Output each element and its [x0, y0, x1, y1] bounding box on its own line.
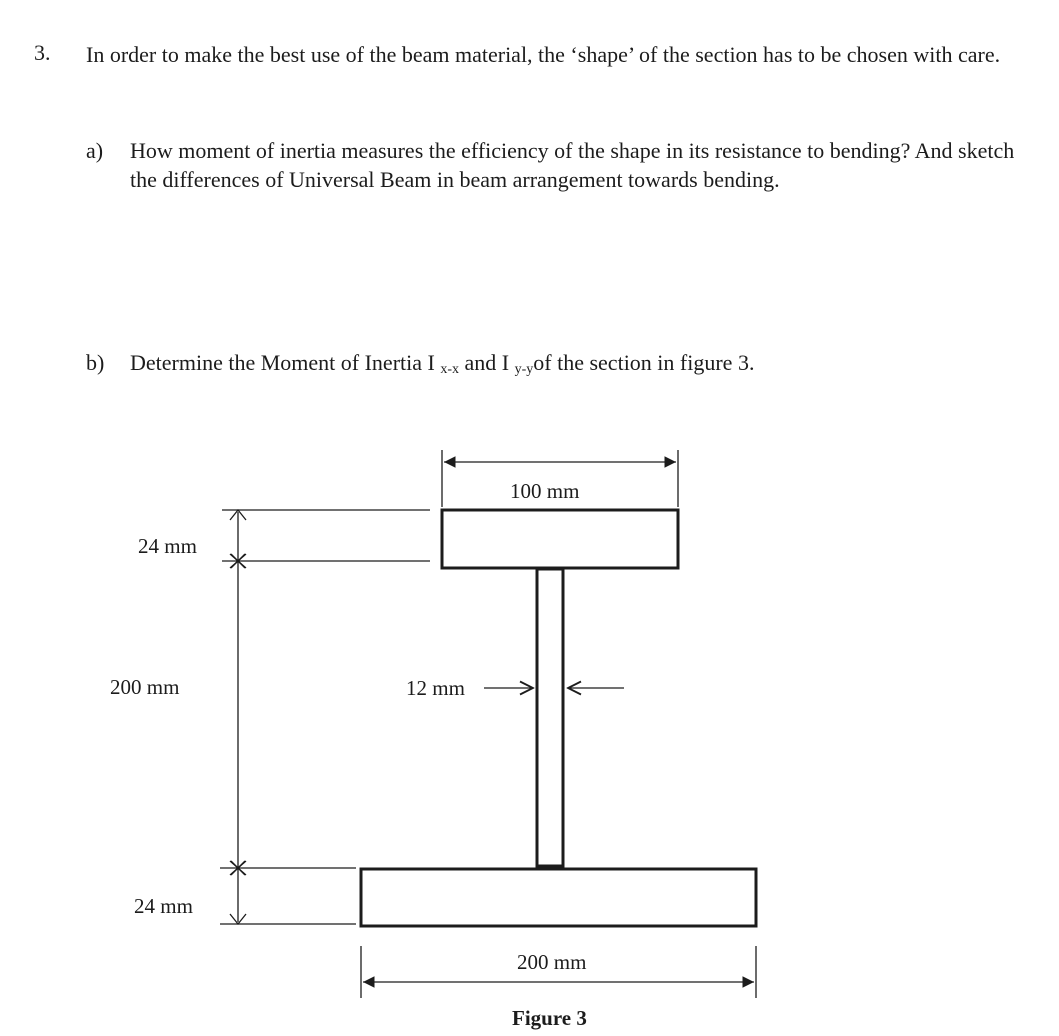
- bottom-flange: [361, 869, 756, 926]
- bottom-flange-width-label: 200 mm: [517, 950, 587, 974]
- question-number: 3.: [34, 40, 51, 65]
- web-height-label: 200 mm: [110, 675, 180, 699]
- web-thickness-label: 12 mm: [406, 676, 465, 700]
- part-b-sub-y: y-y: [514, 362, 534, 377]
- question-text: In order to make the best use of the beam material, the ‘shape’ of the section has to be chosen with care.: [86, 42, 1001, 67]
- bottom-flange-thickness-label: 24 mm: [134, 894, 193, 918]
- part-b-label: b): [86, 350, 105, 375]
- part-b-text-before: Determine the Moment of Inertia I: [130, 350, 435, 375]
- top-flange: [442, 510, 678, 568]
- part-b-text-mid: and I: [464, 350, 510, 375]
- part-b-text-after: of the section in figure 3.: [533, 350, 755, 375]
- part-a-label: a): [86, 138, 104, 163]
- left-extension-lines: [220, 510, 430, 924]
- part-b-sub-x: x-x: [440, 362, 460, 377]
- top-flange-thickness-label: 24 mm: [138, 534, 197, 558]
- vertical-dimension-chain: [230, 510, 246, 924]
- web: [537, 569, 563, 866]
- part-a-text: How moment of inertia measures the efficiency of the shape in its resistance to bending? And sketch the differences of Universal Beam in beam arrangement towards bending.: [130, 138, 1015, 192]
- top-flange-width-label: 100 mm: [510, 479, 580, 503]
- figure-caption: Figure 3: [512, 1006, 587, 1030]
